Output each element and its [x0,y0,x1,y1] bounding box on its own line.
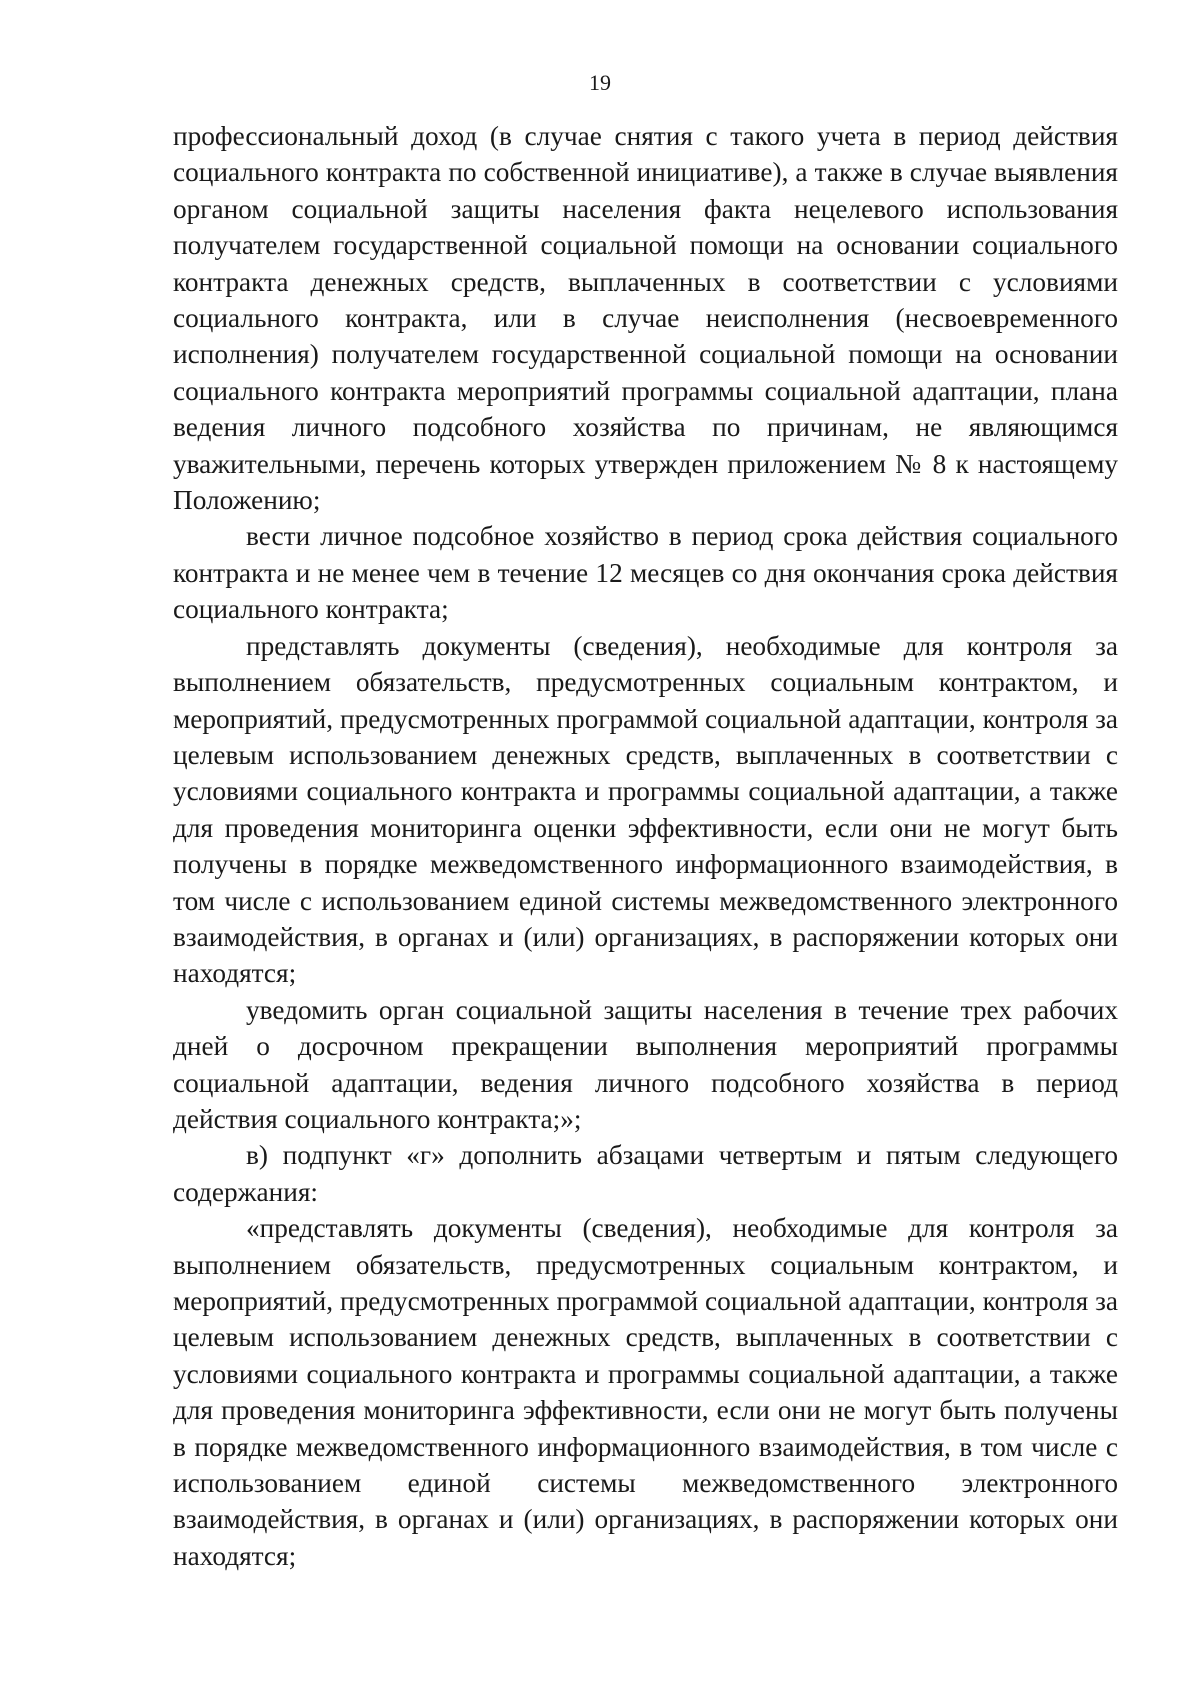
paragraph-5: в) подпункт «г» дополнить абзацами четвертым и пятым следующего содержания: [173,1140,1118,1207]
paragraph-2: вести личное подсобное хозяйство в период срока действия социального контракта и не менее чем в течение 12 месяцев со дня окончания срока действия социального контракта; [173,521,1118,625]
page-number: 19 [589,70,611,95]
paragraph-4: уведомить орган социальной защиты населения в течение трех рабочих дней о досрочном прекращении выполнения мероприятий программы социальной адаптации, ведения личного подсобного хозяйства в период действия социального контракта;»; [173,994,1118,1134]
document-body [173,118,1118,1574]
paragraph-3: представлять документы (сведения), необходимые для контроля за выполнением обязательств, предусмотренных социальным контрактом, и мероприятий, предусмотренных программой социальной адаптации, контроля за целевым использованием денежных средств, выплаченных в соответствии с условиями социального контракта и программы социальной адаптации, а также для проведения мониторинга оценки эффективности, если они не могут быть получены в порядке межведомственного информационного взаимодействия, в том числе с использованием единой системы межведомственного электронного взаимодействия, в органах и (или) организациях, в распоряжении которых они находятся; [173,630,1118,989]
paragraph-6: «представлять документы (сведения), необходимые для контроля за выполнением обязательств, предусмотренных социальным контрактом, и мероприятий, предусмотренных программой социальной адаптации, контроля за целевым использованием денежных средств, выплаченных в соответствии с условиями социального контракта и программы социальной адаптации, а также для проведения мониторинга эффективности, если они не могут быть получены в порядке межведомственного информационного взаимодействия, в том числе с использованием единой системы межведомственного электронного взаимодействия, в органах и (или) организациях, в распоряжении которых они находятся; [173,1213,1118,1571]
paragraph-1: профессиональный доход (в случае снятия с такого учета в период действия социального контракта по собственной инициативе), а также в случае выявления органом социальной защиты населения факта нецелевого использования получателем государственной социальной помощи на основании социального контракта денежных средств, выплаченных в соответствии с условиями социального контракта, или в случае неисполнения (несвоевременного исполнения) получателем государственной социальной помощи на основании социального контракта мероприятий программы социальной адаптации, плана ведения личного подсобного хозяйства по причинам, не являющимся уважительными, перечень которых утвержден приложением № 8 к настоящему Положению; [173,121,1118,516]
